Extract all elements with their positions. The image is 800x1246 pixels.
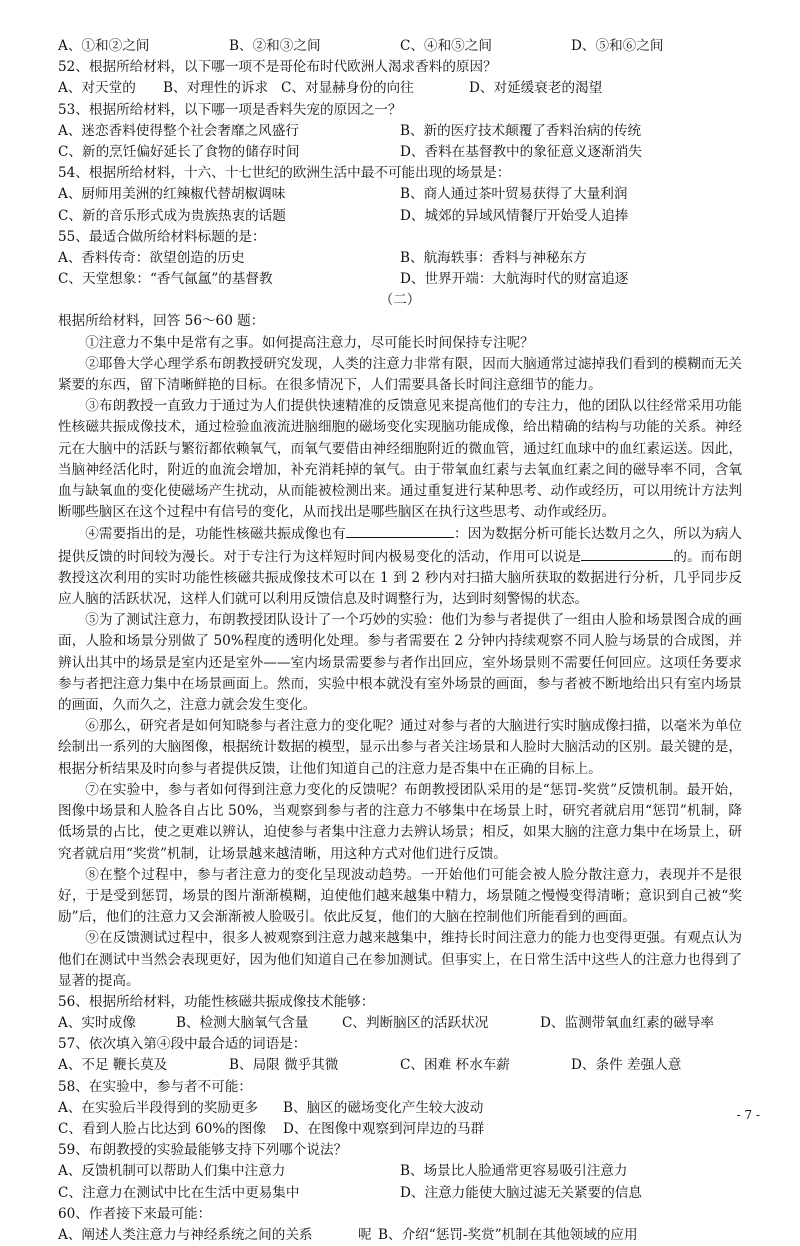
q55-options-row2 (58, 269, 742, 290)
passage-paragraph-1: ①注意力不集中是常有之事。如何提高注意力，尽可能长时间保持专注呢？ (85, 334, 534, 351)
q54-options-row1 (58, 184, 742, 205)
page-number: - 7 - (736, 1108, 760, 1122)
passage-paragraph-7: ⑦在实验中，参与者如何得到注意力变化的反馈呢？布朗教授团队采用的是“惩罚-奖赏”反馈机制。最开始，图像中场景和人脸各自占比 50%，当观察到参与者的注意力不够集中在场景上时，研究者就启用“惩罚”机制，降低场景的占比，使之更难以辨认，迫使参与者集中注意力去辨认场景；相反，如果大脑的注意力集中在场景上，研究者就启用“奖赏”机制，让场景越来越清晰，用这种方式对他们进行反馈。 (58, 781, 742, 862)
q59-options-row1 (58, 1161, 742, 1182)
q59-options-row2 (58, 1183, 742, 1204)
stray-char: 呢 (358, 1226, 372, 1243)
q57-options (58, 1055, 742, 1076)
q54-stem: 54、根据所给材料，十六、十七世纪的欧洲生活中最不可能出现的场景是： (58, 165, 511, 182)
passage-paragraph-5: ⑤为了测试注意力，布朗教授团队设计了一个巧妙的实验：他们为参与者提供了一组由人脸和场景图合成的画面，人脸和场景分别做了 50%程度的透明化处理。参与者需要在 2 分钟内持续观察不同人脸与场景的合成图，并辨认出其中的场景是室内还是室外——室内场景需要参与者作出回应，室外场景则不需要任何回应。这项任务要求参与者把注意力集中在场景画面上。然而，实验中根本就没有室外场景的画面，参与者被不断地给出只有室内场景的画面，久而久之，注意力就会发生变化。 (58, 612, 742, 714)
option: B、航海轶事：香料与神秘东方 (400, 249, 587, 266)
passage-paragraph-3: ③布朗教授一直致力于通过为人们提供快速精准的反馈意见来提高他们的专注力，他的团队以往经常采用功能性核磁共振成像技术，通过检验血液流进脑细胞的磁场变化实现脑功能成像，给出精确的结构与功能的关系。神经元在大脑中的活跃与繁衍都依赖氧气，而氧气要借由神经细胞附近的微血管，通过红血球中的血红素运送。因此，当脑神经活化时，附近的血流会增加，补充消耗掉的氧气。由于带氧血红素与去氧血红素之间的磁导率不同，含氧血与缺氧血的变化使磁场产生扰动，从而能被检测出来。通过重复进行某种思考、动作或经历，可以用统计方法判断哪些脑区在这个过程中有信号的变化，从而找出是哪些脑区在执行这些思考、动作或经历。 (58, 398, 742, 521)
q56-options (58, 1013, 742, 1034)
q58-stem: 58、在实验中，参与者不可能： (58, 1078, 253, 1095)
option: D、监测带氧血红素的磁导率 (540, 1015, 715, 1032)
option: C、判断脑区的活跃状况 (342, 1015, 489, 1032)
q60-stem: 60、作者接下来最可能： (58, 1205, 212, 1222)
exam-page (58, 36, 742, 1246)
passage-paragraph-9: ⑨在反馈测试过程中，很多人被观察到注意力越来越集中，维持长时间注意力的能力也变得更强。有观点认为他们在测试中当然会表现更好，因为他们知道自己在参加测试。但事实上，在日常生活中这些人的注意力也得到了显著的提高。 (58, 930, 742, 989)
q52-options (58, 78, 742, 99)
option: C、天堂想象：“香气氤氲”的基督教 (58, 271, 273, 288)
option: B、检测大脑氧气含量 (176, 1015, 309, 1032)
option: A、反馈机制可以帮助人们集中注意力 (58, 1163, 286, 1180)
passage-paragraph-4 (58, 523, 742, 610)
q51-options (58, 36, 742, 57)
passage-paragraph-8: ⑧在整个过程中，参与者注意力的变化呈现波动趋势。一开始他们可能会被人脸分散注意力，表现并不是很好，于是受到惩罚，场景的图片渐渐模糊，迫使他们越来越集中精力，场景随之慢慢变得清晰；意识到自己被“奖励”后，他们的注意力又会渐渐被人脸吸引。依此反复，他们的大脑在控制他们所能看到的画面。 (58, 866, 742, 926)
option: D、注意力能使大脑过滤无关紧要的信息 (400, 1184, 642, 1201)
option: C、看到人脸占比达到 60%的图像 (58, 1121, 267, 1138)
option: A、不足 鞭长莫及 (58, 1057, 168, 1074)
q56-stem: 56、根据所给材料，功能性核磁共振成像技术能够： (58, 993, 375, 1010)
q53-stem: 53、根据所给材料，以下哪一项是香料失宠的原因之一？ (58, 101, 402, 118)
option: A、厨师用美洲的红辣椒代替胡椒调味 (58, 186, 286, 203)
passage-paragraph-2: ②耶鲁大学心理学系布朗教授研究发现，人类的注意力非常有限，因而大脑通常过滤掉我们看到的模糊而无关紧要的东西，留下清晰鲜艳的目标。在很多情况下，人们需要具备长时间注意细节的能力。 (58, 355, 742, 394)
option: A、在实验后半段得到的奖励更多 (58, 1099, 259, 1116)
option: C、注意力在测试中比在生活中更易集中 (58, 1184, 300, 1201)
option: D、城郊的异域风情餐厅开始受人追捧 (400, 207, 629, 224)
q60-options (58, 1225, 742, 1246)
passage-intro: 根据所给材料，回答 56～60 题： (58, 313, 265, 330)
option: C、新的烹饪偏好延长了食物的储存时间 (58, 143, 300, 160)
q58-options-row1 (58, 1098, 742, 1119)
option: B、对理性的诉求 (163, 80, 269, 97)
option: A、迷恋香料使得整个社会奢靡之风盛行 (58, 122, 299, 139)
fill-blank-1 (346, 523, 454, 538)
fill-blank-2 (581, 546, 673, 561)
option: B、新的医疗技术颠覆了香料治病的传统 (400, 122, 642, 139)
option: B、局限 微乎其微 (229, 1057, 339, 1074)
option: C、对显赫身份的向往 (281, 80, 414, 97)
option: D、香料在基督教中的象征意义逐渐消失 (400, 143, 642, 160)
option: A、①和②之间 (58, 38, 150, 54)
q58-options-row2 (58, 1119, 742, 1140)
q59-stem: 59、布朗教授的实验最能够支持下列哪个说法？ (58, 1142, 348, 1159)
option: C、新的音乐形式成为贵族热衷的话题 (58, 207, 286, 224)
passage-paragraph-6: ⑥那么，研究者是如何知晓参与者注意力的变化呢？通过对参与者的大脑进行实时脑成像扫描，以毫米为单位绘制出一系列的大脑图像，根据统计数据的模型，显示出参与者关注场景和人脸时大脑活动的区别。最关键的是，根据分析结果及时向参与者提供反馈，让他们知道自己的注意力是否集中在正确的目标上。 (58, 718, 742, 777)
option: B、商人通过茶叶贸易获得了大量利润 (400, 186, 628, 203)
q52-stem: 52、根据所给材料，以下哪一项不是哥伦布时代欧洲人渴求香料的原因？ (58, 59, 497, 76)
option: A、实时成像 (58, 1015, 136, 1032)
option: D、⑤和⑥之间 (571, 38, 664, 54)
option: A、阐述人类注意力与神经系统之间的关系 (58, 1226, 313, 1243)
option: D、条件 差强人意 (571, 1057, 682, 1074)
option: B、场景比人脸通常更容易吸引注意力 (400, 1163, 628, 1180)
q53-options-row2 (58, 142, 742, 163)
section-heading: （二） (379, 292, 421, 309)
q55-options-row1 (58, 248, 742, 269)
q53-options-row1 (58, 121, 742, 142)
option: C、④和⑤之间 (400, 38, 492, 54)
option: D、世界开端：大航海时代的财富追逐 (400, 271, 629, 288)
option: C、困难 杯水车薪 (400, 1057, 510, 1074)
option: A、香料传奇：欲望创造的历史 (58, 249, 245, 266)
option: B、介绍“惩罚-奖赏”机制在其他领域的应用 (378, 1226, 638, 1243)
q54-options-row2 (58, 206, 742, 227)
paragraph-text: 的。而布朗教授这次利用的实时功能性核磁共振成像技术可以在 1 到 2 秒内对扫描大脑所获取的数据进行分析，几乎同步反应人脑的活跃状况，这样人们就可以利用反馈信息及时调整行为，达到时刻警惕的状态。 (58, 548, 743, 608)
option: B、②和③之间 (229, 38, 321, 54)
paragraph-text: ④需要指出的是，功能性核磁共振成像也有 (85, 526, 346, 543)
option: D、对延缓衰老的渴望 (469, 80, 603, 97)
option: D、在图像中观察到河岸边的马群 (283, 1121, 485, 1138)
option: A、对天堂的 (58, 80, 136, 97)
q57-stem: 57、依次填入第④段中最合适的词语是： (58, 1036, 307, 1053)
paragraph-text: ：因为数据分析可能长达数月之久，所以为病人提供反馈的时间较为漫长。对于专注行为这样短时间内极易变化的活动，作用可以说是 (58, 526, 743, 565)
q55-stem: 55、最适合做所给材料标题的是： (58, 228, 266, 245)
option: B、脑区的磁场变化产生较大波动 (283, 1099, 484, 1116)
